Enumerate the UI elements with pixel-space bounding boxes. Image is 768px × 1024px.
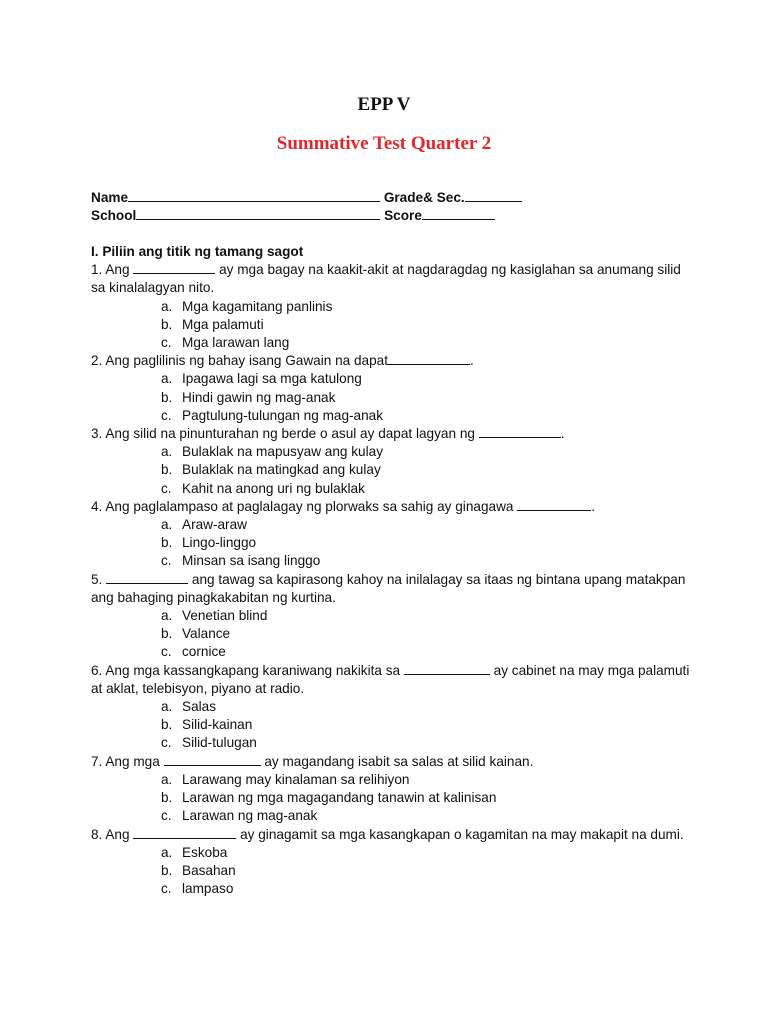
question-text xyxy=(91,425,691,443)
name-grade-row xyxy=(91,190,522,205)
option-text: Larawang may kinalaman sa relihiyon xyxy=(182,771,410,787)
option-text: cornice xyxy=(182,644,226,660)
option-letter: c. xyxy=(161,644,172,660)
option-letter: a. xyxy=(161,608,173,624)
option-text: Larawan ng mga magagandang tanawin at kalinisan xyxy=(182,790,497,806)
option-item xyxy=(161,407,691,425)
question-text-start: 4. Ang paglalampaso at paglalagay ng plorwaks sa sahig ay ginagawa xyxy=(91,498,518,514)
question-text-start: 1. Ang xyxy=(91,262,134,278)
question-item xyxy=(91,826,691,899)
option-letter: b. xyxy=(161,717,173,733)
school-label: School xyxy=(91,208,137,223)
option-text: Araw-araw xyxy=(182,517,247,533)
option-letter: c. xyxy=(161,553,172,569)
page-subtitle: Summative Test Quarter 2 xyxy=(276,133,492,154)
option-item xyxy=(161,461,691,479)
question-text xyxy=(91,498,691,516)
question-text-start: 8. Ang xyxy=(91,826,134,842)
option-letter: a. xyxy=(161,517,173,533)
question-item xyxy=(91,753,691,826)
option-item xyxy=(161,625,691,643)
answer-blank xyxy=(133,827,236,839)
option-letter: c. xyxy=(161,735,172,751)
option-list xyxy=(91,298,691,353)
option-letter: b. xyxy=(161,535,173,551)
section-title: I. Piliin ang titik ng tamang sagot xyxy=(91,244,304,259)
option-item xyxy=(161,880,691,898)
school-blank xyxy=(136,208,380,220)
question-text-end: ang tawag sa kapirasong kahoy na inilalagay sa itaas ng bintana upang matakpan ang bahaging pinagkakabitan ng kurtina. xyxy=(91,571,686,605)
question-item xyxy=(91,261,691,352)
option-letter: a. xyxy=(161,699,173,715)
score-blank xyxy=(422,208,495,220)
option-item xyxy=(161,298,691,316)
option-item xyxy=(161,789,691,807)
answer-blank xyxy=(388,353,470,365)
question-text xyxy=(91,662,691,698)
answer-blank xyxy=(106,572,188,584)
option-text: Basahan xyxy=(182,862,236,878)
option-item xyxy=(161,607,691,625)
option-text: Silid-kainan xyxy=(182,717,253,733)
question-item xyxy=(91,662,691,753)
grade-blank xyxy=(465,190,522,202)
question-item xyxy=(91,571,691,662)
school-score-row xyxy=(91,208,495,223)
test-content xyxy=(91,243,691,898)
option-text: Mga larawan lang xyxy=(182,335,290,351)
option-letter: b. xyxy=(161,462,173,478)
answer-blank xyxy=(404,663,490,675)
option-item xyxy=(161,698,691,716)
option-item xyxy=(161,643,691,661)
option-letter: c. xyxy=(161,335,172,351)
question-text xyxy=(91,753,691,771)
score-label: Score xyxy=(384,208,422,223)
question-list xyxy=(91,261,691,898)
answer-blank xyxy=(133,262,215,274)
name-blank xyxy=(128,190,380,202)
option-item xyxy=(161,552,691,570)
option-text: Eskoba xyxy=(182,844,228,860)
question-text-end: ay mga bagay na kaakit-akit at nagdaragdag ng kasiglahan sa anumang silid sa kinalalagyan nito. xyxy=(91,262,681,296)
option-text: Salas xyxy=(182,699,217,715)
option-letter: b. xyxy=(161,862,173,878)
question-text xyxy=(91,352,691,370)
option-text: Kahit na anong uri ng bulaklak xyxy=(182,480,365,496)
question-text-end: ay magandang isabit sa salas at silid kainan. xyxy=(260,753,534,769)
option-text: Valance xyxy=(182,626,231,642)
option-list xyxy=(91,698,691,753)
option-item xyxy=(161,443,691,461)
option-letter: c. xyxy=(161,407,172,423)
option-item xyxy=(161,480,691,498)
question-item xyxy=(91,352,691,425)
option-text: lampaso xyxy=(182,881,234,897)
option-item xyxy=(161,334,691,352)
option-list xyxy=(91,516,691,571)
option-item xyxy=(161,534,691,552)
option-text: Bulaklak na matingkad ang kulay xyxy=(182,462,381,478)
option-item xyxy=(161,862,691,880)
option-item xyxy=(161,516,691,534)
option-list xyxy=(91,370,691,425)
option-item xyxy=(161,389,691,407)
question-text-end: . xyxy=(470,353,474,369)
option-letter: a. xyxy=(161,371,173,387)
option-letter: c. xyxy=(161,808,172,824)
question-text-start: 6. Ang mga kassangkapang karaniwang nakikita sa xyxy=(91,662,404,678)
option-text: Hindi gawin ng mag-anak xyxy=(182,389,336,405)
option-letter: b. xyxy=(161,389,173,405)
question-text-start: 5. xyxy=(91,571,107,587)
option-letter: b. xyxy=(161,626,173,642)
option-letter: c. xyxy=(161,881,172,897)
option-text: Ipagawa lagi sa mga katulong xyxy=(182,371,362,387)
option-item xyxy=(161,716,691,734)
question-text-start: 7. Ang mga xyxy=(91,753,164,769)
question-text xyxy=(91,571,691,607)
option-text: Mga kagamitang panlinis xyxy=(182,298,333,314)
option-letter: b. xyxy=(161,316,173,332)
answer-blank xyxy=(164,754,261,766)
question-text-start: 2. Ang paglilinis ng bahay isang Gawain na dapat xyxy=(91,353,389,369)
option-letter: a. xyxy=(161,444,173,460)
option-letter: a. xyxy=(161,844,173,860)
option-item xyxy=(161,316,691,334)
option-item xyxy=(161,771,691,789)
option-text: Venetian blind xyxy=(182,608,268,624)
page-title: EPP V xyxy=(357,94,411,115)
question-text xyxy=(91,261,691,297)
option-text: Bulaklak na mapusyaw ang kulay xyxy=(182,444,383,460)
option-list xyxy=(91,844,691,899)
question-text-start: 3. Ang silid na pinunturahan ng berde o asul ay dapat lagyan ng xyxy=(91,426,479,442)
answer-blank xyxy=(517,499,591,511)
option-text: Mga palamuti xyxy=(182,316,264,332)
question-text xyxy=(91,826,691,844)
question-item xyxy=(91,425,691,498)
option-item xyxy=(161,844,691,862)
option-item xyxy=(161,807,691,825)
option-letter: a. xyxy=(161,771,173,787)
option-letter: b. xyxy=(161,790,173,806)
option-text: Lingo-linggo xyxy=(182,535,257,551)
question-text-end: . xyxy=(560,426,565,442)
option-letter: a. xyxy=(161,298,173,314)
grade-label: Grade& Sec. xyxy=(383,190,465,205)
option-text: Larawan ng mag-anak xyxy=(182,808,318,824)
option-text: Silid-tulugan xyxy=(182,735,257,751)
option-letter: c. xyxy=(161,480,172,496)
option-list xyxy=(91,771,691,826)
option-list xyxy=(91,607,691,662)
question-text-end: ay cabinet na may mga palamuti at aklat, telebisyon, piyano at radio. xyxy=(91,662,690,696)
option-item xyxy=(161,370,691,388)
question-item xyxy=(91,498,691,571)
name-label: Name xyxy=(91,190,129,205)
option-list xyxy=(91,443,691,498)
option-item xyxy=(161,734,691,752)
answer-blank xyxy=(479,426,561,438)
question-text-end: . xyxy=(591,498,596,514)
option-text: Minsan sa isang linggo xyxy=(182,553,321,569)
option-text: Pagtulung-tulungan ng mag-anak xyxy=(182,407,384,423)
question-text-end: ay ginagamit sa mga kasangkapan o kagamitan na may makapit na dumi. xyxy=(236,826,684,842)
